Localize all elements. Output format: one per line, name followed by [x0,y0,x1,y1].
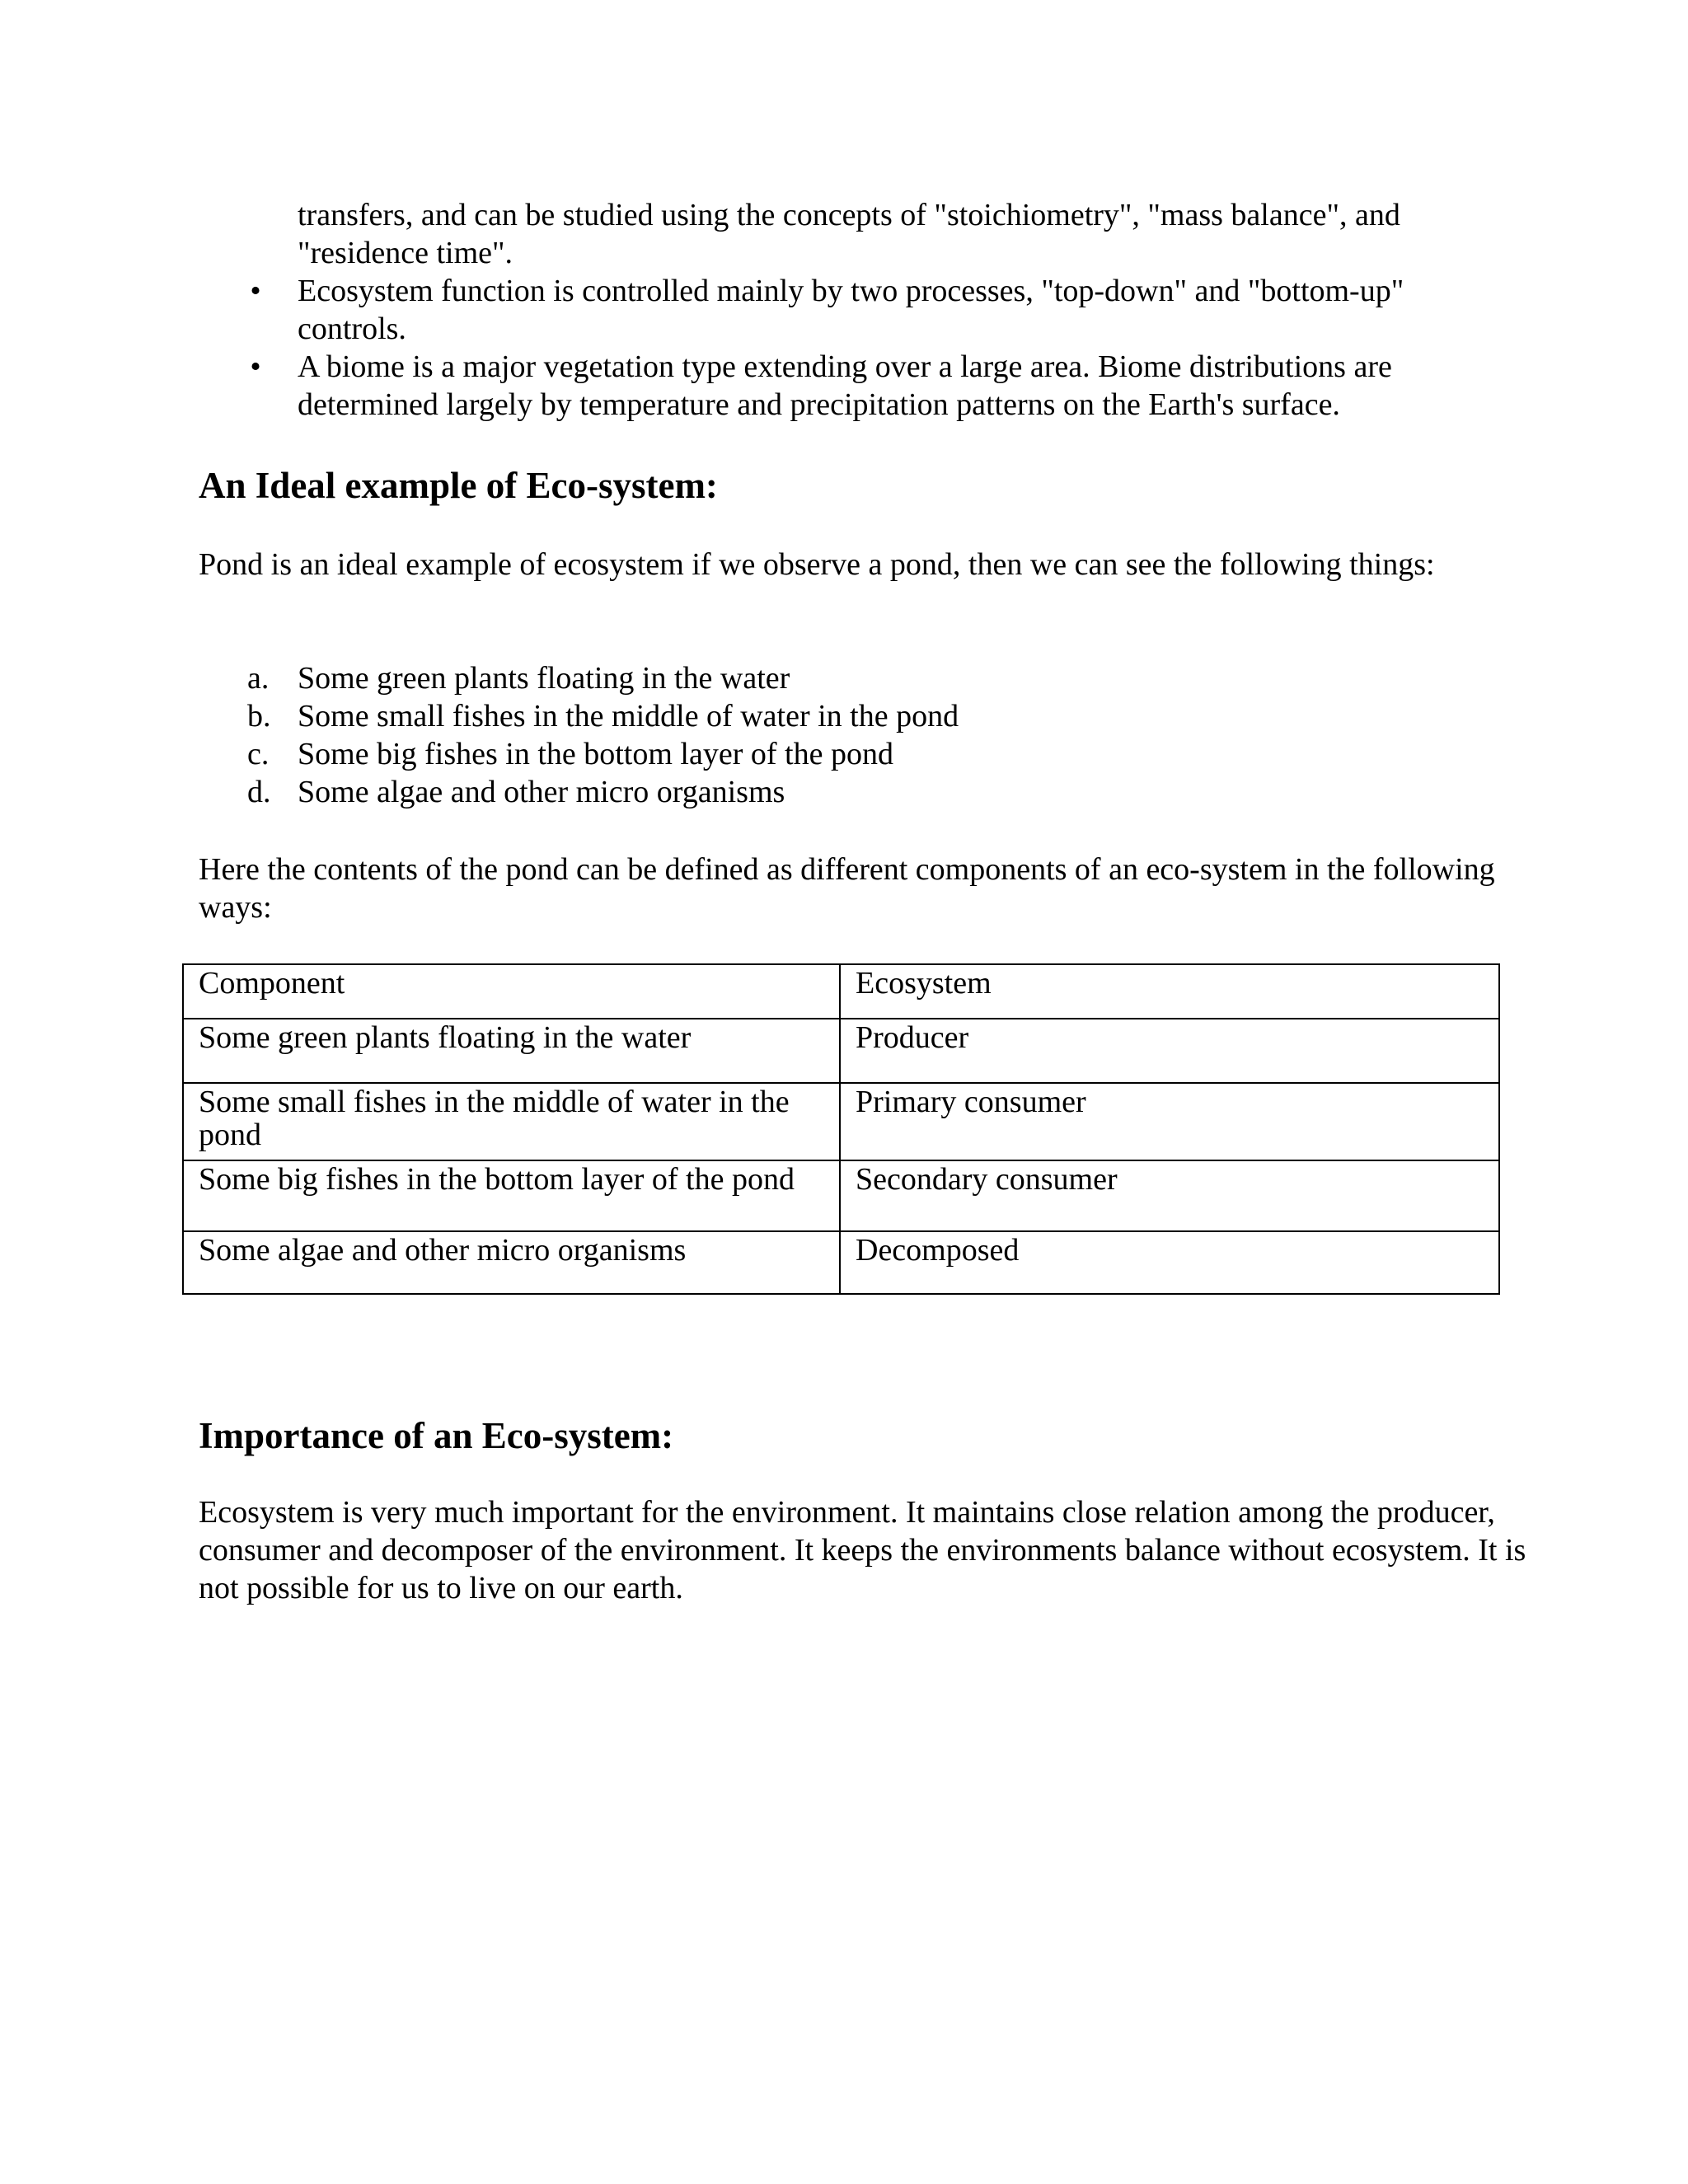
bullet-marker: • [250,274,261,308]
table-cell-ecosystem: Primary consumer [840,1083,1499,1160]
table-row [183,1231,1499,1294]
list-item-text: Some algae and other micro organisms [298,775,785,809]
list-item [0,697,959,735]
table-cell-component: Some small fishes in the middle of water in the pond [183,1083,840,1160]
list-item-text: Some big fishes in the bottom layer of the pond [298,737,893,771]
pond-intro-paragraph: Pond is an ideal example of ecosystem if we observe a pond, then we can see the following things: [199,547,1435,582]
list-marker: a. [247,661,270,696]
table-cell-ecosystem: Producer [840,1019,1499,1083]
bullet-continuation-text: transfers, and can be studied using the concepts of "stoichiometry", "mass balance", and "residence time". [298,198,1400,270]
bullet-item [0,348,1476,424]
list-item-text: Some green plants floating in the water [298,661,790,696]
bullet-text: Ecosystem function is controlled mainly by two processes, "top-down" and "bottom-up" controls. [298,274,1404,346]
table-cell-component: Some algae and other micro organisms [183,1231,840,1294]
ideal-example-heading: An Ideal example of Eco-system: [199,465,718,506]
table-cell-ecosystem: Secondary consumer [840,1160,1499,1231]
bullet-marker: • [250,349,261,384]
list-marker: b. [247,699,271,733]
pond-contents-list [0,659,959,811]
list-marker: d. [247,775,271,809]
table-row [183,1083,1499,1160]
table-header-cell: Component [183,964,840,1019]
importance-heading: Importance of an Eco-system: [199,1415,674,1456]
list-item [0,659,959,697]
bullet-text: A biome is a major vegetation type extending over a large area. Biome distributions are determined largely by temperature and precipitation patterns on the Earth's surface. [298,349,1392,422]
list-item-text: Some small fishes in the middle of water in the pond [298,699,959,733]
table-cell-component: Some big fishes in the bottom layer of the pond [183,1160,840,1231]
list-item [0,773,959,811]
table-row [183,1019,1499,1083]
contents-intro-paragraph: Here the contents of the pond can be defined as different components of an eco-system in the following ways: [199,852,1495,925]
table-cell-component: Some green plants floating in the water [183,1019,840,1083]
table-row [183,1160,1499,1231]
importance-paragraph: Ecosystem is very much important for the environment. It maintains close relation among the producer, consumer and decomposer of the environment. It keeps the environments balance without ecosystem. It is not possible for us to live on our earth. [199,1495,1526,1605]
table-header-row [183,964,1499,1019]
table-header-cell: Ecosystem [840,964,1499,1019]
bullet-list [0,272,1476,424]
table-cell-ecosystem: Decomposed [840,1231,1499,1294]
list-marker: c. [247,737,270,771]
bullet-item [0,272,1476,348]
list-item [0,735,959,773]
ecosystem-components-table [182,963,1500,1295]
